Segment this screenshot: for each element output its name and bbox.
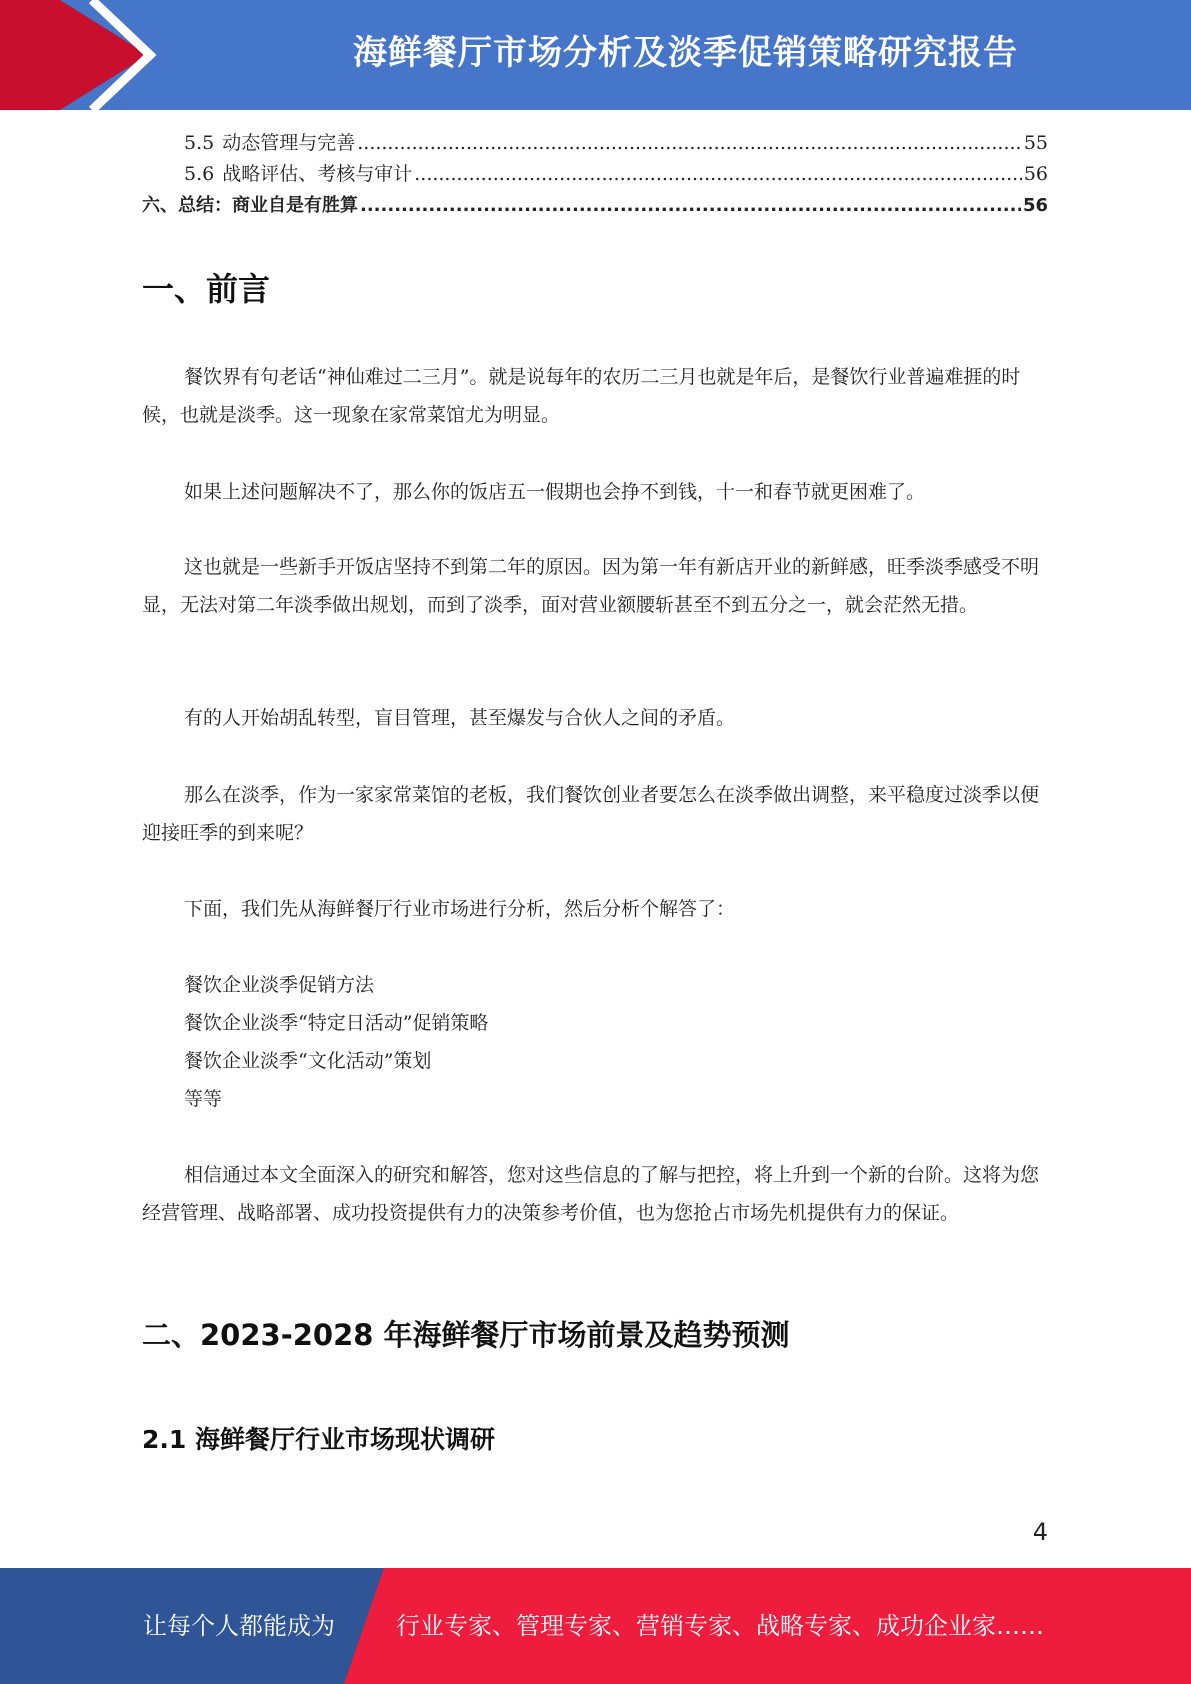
- list-item: 餐饮企业淡季“特定日活动”促销策略: [184, 1012, 489, 1034]
- toc-entry-label: 六、总结：商业自是有胜算: [142, 195, 358, 216]
- paragraph: 餐饮界有句老话“神仙难过二三月”。就是说每年的农历二三月也就是年后，是餐饮行业普遍难捱的时候，也就是淡季。这一现象在家常菜馆尤为明显。: [142, 366, 1021, 426]
- toc-leader-dots: [360, 190, 1021, 221]
- page-header: [0, 0, 1191, 110]
- section-heading-preface: 一、前言: [142, 270, 271, 308]
- page-number: 4: [1032, 1518, 1048, 1546]
- list-item: 等等: [184, 1088, 223, 1110]
- paragraph: 如果上述问题解决不了，那么你的饭店五一假期也会挣不到钱，十一和春节就更困难了。: [184, 481, 926, 503]
- toc-entry-page: 56: [1023, 163, 1048, 185]
- toc-entry-page: 55: [1023, 132, 1048, 154]
- paragraph: 下面，我们先从海鲜餐厅行业市场进行分析，然后分析个解答了：: [184, 898, 736, 920]
- list-item: 餐饮企业淡季促销方法: [184, 974, 375, 996]
- table-of-contents: [142, 128, 1048, 221]
- paragraph: 那么在淡季，作为一家家常菜馆的老板，我们餐饮创业者要怎么在淡季做出调整，来平稳度过淡季以便迎接旺季的到来呢？: [142, 784, 1040, 844]
- list-item: 餐饮企业淡季“文化活动”策划: [184, 1050, 432, 1072]
- paragraph: 有的人开始胡乱转型，盲目管理，甚至爆发与合伙人之间的矛盾。: [184, 707, 736, 729]
- paragraph: 相信通过本文全面深入的研究和解答，您对这些信息的了解与把控，将上升到一个新的台阶。这将为您经营管理、战略部署、成功投资提供有力的决策参考价值，也为您抢占市场先机提供有力的保证。: [142, 1164, 1040, 1224]
- footer-slogan-left: 让每个人都能成为: [143, 1612, 335, 1640]
- toc-entry[interactable]: [142, 190, 1048, 221]
- subsection-heading-market-status: 2.1 海鲜餐厅行业市场现状调研: [142, 1425, 495, 1454]
- header-title: 海鲜餐厅市场分析及淡季促销策略研究报告: [353, 33, 1018, 73]
- page-footer: [0, 1568, 1191, 1684]
- section-heading-forecast: 二、2023-2028 年海鲜餐厅市场前景及趋势预测: [142, 1318, 790, 1352]
- toc-entry[interactable]: [142, 128, 1048, 159]
- toc-leader-dots: [414, 159, 1022, 190]
- toc-entry-number: 5.6: [184, 163, 215, 185]
- toc-entry-page: 56: [1022, 195, 1048, 216]
- toc-entry[interactable]: [142, 159, 1048, 190]
- toc-entry-label: 动态管理与完善: [222, 132, 356, 154]
- toc-leader-dots: [357, 128, 1022, 159]
- toc-entry-number: 5.5: [184, 132, 215, 154]
- paragraph: 这也就是一些新手开饭店坚持不到第二年的原因。因为第一年有新店开业的新鲜感，旺季淡季感受不明显，无法对第二年淡季做出规划，而到了淡季，面对营业额腰斩甚至不到五分之一，就会茫然无措。: [142, 556, 1040, 616]
- footer-slogan-right: 行业专家、管理专家、营销专家、战略专家、成功企业家……: [396, 1612, 1044, 1640]
- toc-entry-label: 战略评估、考核与审计: [222, 163, 413, 185]
